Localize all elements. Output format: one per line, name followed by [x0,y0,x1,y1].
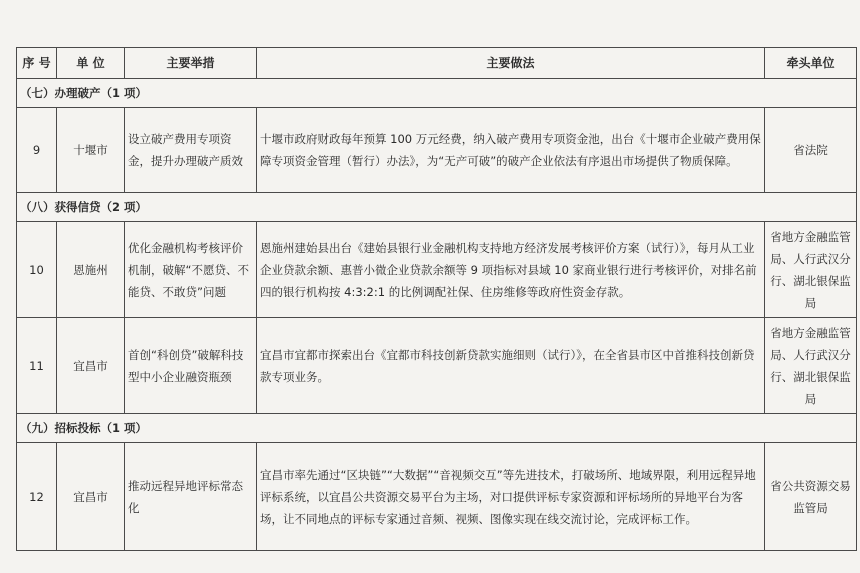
table-row [17,108,857,193]
row-practice: 宜昌市宜都市探索出台《宜都市科技创新贷款实施细则（试行）》，在全省县市区中首推科技创新贷款专项业务。 [257,318,765,414]
row-lead: 省公共资源交易监管局 [765,443,857,551]
row-measure: 设立破产费用专项资金，提升办理破产质效 [125,108,257,193]
table-row [17,318,857,414]
row-no: 9 [17,108,57,193]
header-no: 序 号 [17,48,57,79]
header-practices: 主要做法 [257,48,765,79]
section-row [17,79,857,108]
row-measure: 首创“科创贷”破解科技型中小企业融资瓶颈 [125,318,257,414]
row-no: 11 [17,318,57,414]
section-title: （九）招标投标（1 项） [17,414,857,443]
row-unit: 十堰市 [57,108,125,193]
row-unit: 恩施州 [57,222,125,318]
row-lead: 省地方金融监管局、人行武汉分行、湖北银保监局 [765,318,857,414]
header-row [17,48,857,79]
row-practice: 宜昌市率先通过“区块链”“大数据”“音视频交互”等先进技术，打破场所、地域界限，利用远程异地评标系统，以宜昌公共资源交易平台为主场，对口提供评标专家资源和评标场所的异地平台为客场，让不同地点的评标专家通过音频、视频、图像实现在线交流讨论，完成评标工作。 [257,443,765,551]
header-measures: 主要举措 [125,48,257,79]
row-practice: 恩施州建始县出台《建始县银行业金融机构支持地方经济发展考核评价方案（试行）》，每月从工业企业贷款余额、惠普小微企业贷款余额等 9 项指标对县域 10 家商业银行进行考核评价，对排名前四的银行机构按 4:3:2:1 的比例调配社保、住房维修等政府性资金存款。 [257,222,765,318]
row-no: 10 [17,222,57,318]
section-title: （七）办理破产（1 项） [17,79,857,108]
section-row [17,414,857,443]
header-lead: 牵头单位 [765,48,857,79]
measures-table [16,47,857,551]
table-row [17,222,857,318]
header-unit: 单 位 [57,48,125,79]
row-unit: 宜昌市 [57,443,125,551]
row-practice: 十堰市政府财政每年预算 100 万元经费，纳入破产费用专项资金池，出台《十堰市企业破产费用保障专项资金管理（暂行）办法》，为“无产可破”的破产企业依法有序退出市场提供了物质保障。 [257,108,765,193]
row-lead: 省地方金融监管局、人行武汉分行、湖北银保监局 [765,222,857,318]
row-no: 12 [17,443,57,551]
section-title: （八）获得信贷（2 项） [17,193,857,222]
section-row [17,193,857,222]
row-measure: 推动远程异地评标常态化 [125,443,257,551]
row-lead: 省法院 [765,108,857,193]
table-row [17,443,857,551]
row-unit: 宜昌市 [57,318,125,414]
row-measure: 优化金融机构考核评价机制，破解“不愿贷、不能贷、不敢贷”问题 [125,222,257,318]
